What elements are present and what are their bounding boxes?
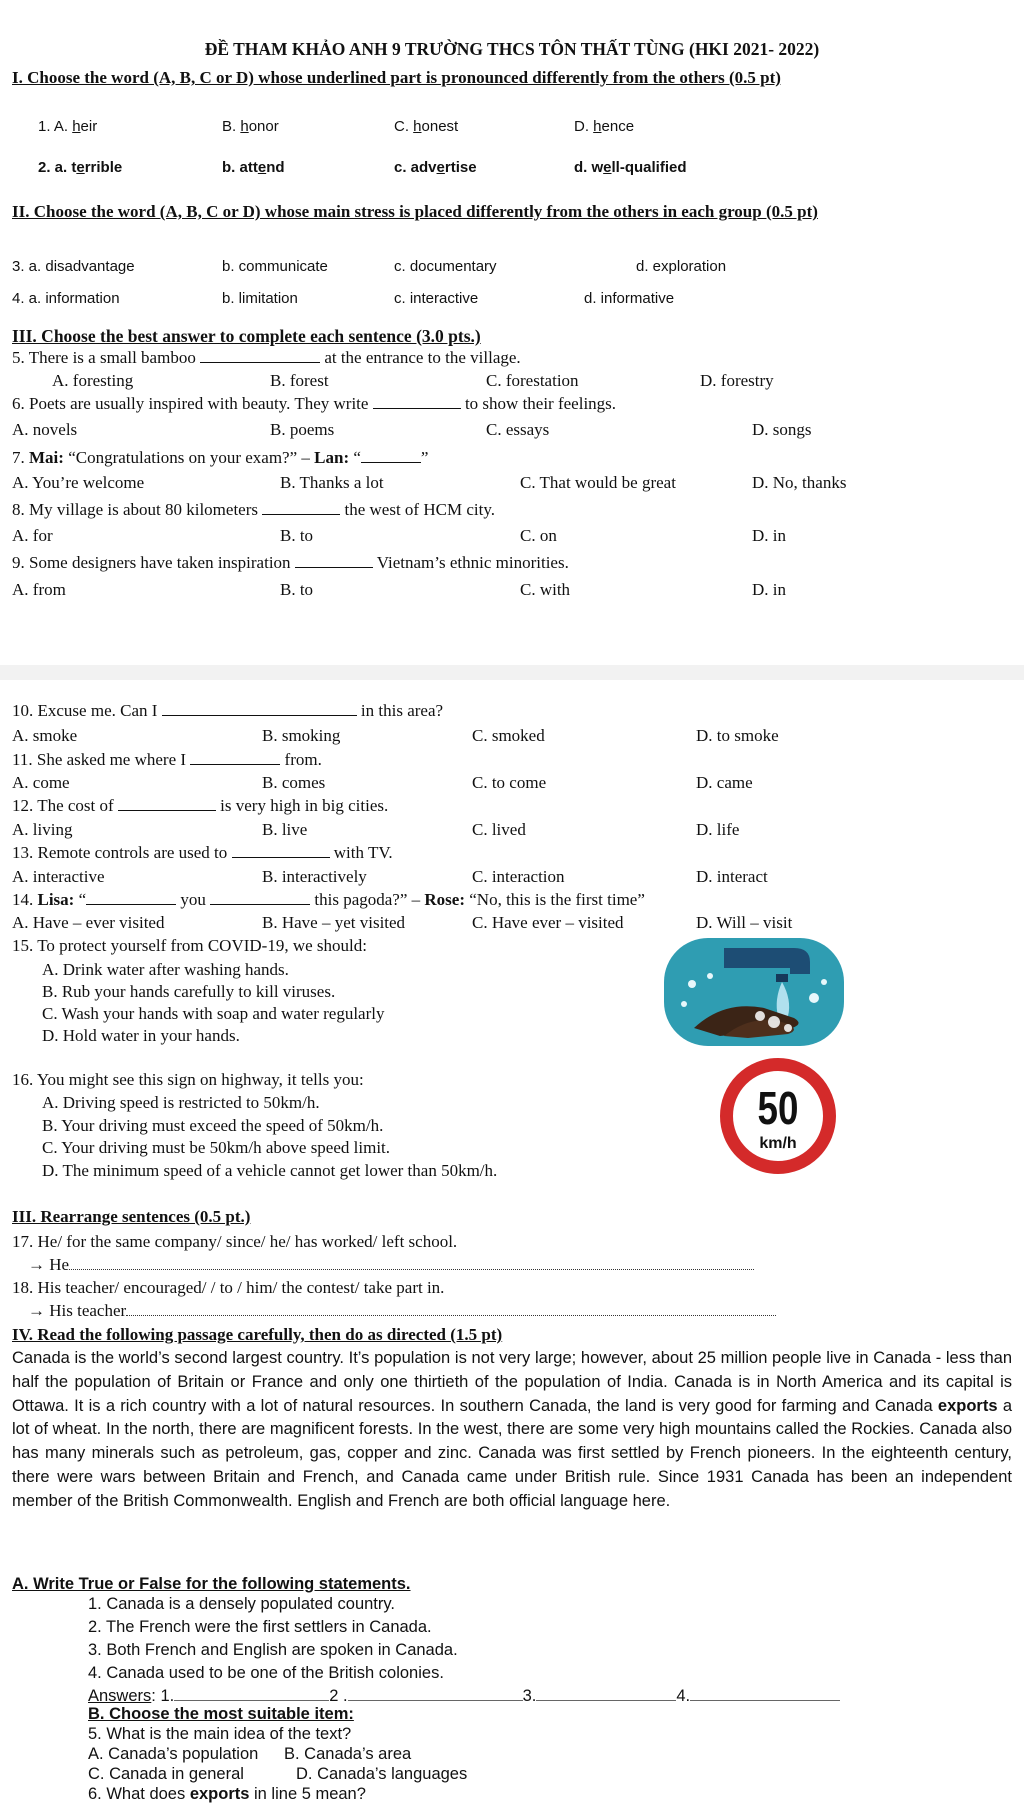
q12-option-a: A. living: [12, 820, 73, 839]
q9-option-a: A. from: [12, 580, 66, 599]
q13-option-a: A. interactive: [12, 867, 105, 886]
section3-heading: III. Choose the best answer to complete each sentence (3.0 pts.): [12, 326, 481, 346]
q11-option-c: C. to come: [472, 773, 547, 792]
q8-stem: 8. My village is about 80 kilometers the west of HCM city.: [12, 500, 495, 519]
partB-q5: 5. What is the main idea of the text?: [88, 1725, 352, 1743]
q13-option-b: B. interactively: [262, 867, 367, 886]
q16-option-d: D. The minimum speed of a vehicle cannot get lower than 50km/h.: [42, 1161, 498, 1180]
q10-option-d: D. to smoke: [696, 726, 779, 745]
q9-option-d: D. in: [752, 580, 786, 599]
q11-option-d: D. came: [696, 773, 753, 792]
q12-option-d: D. life: [696, 820, 740, 839]
section1-heading: I. Choose the word (A, B, C or D) whose underlined part is pronounced differently from the others (0.5 pt): [12, 68, 781, 87]
partB-q5-option-c: C. Canada in general: [88, 1765, 244, 1783]
q12-option-b: B. live: [262, 820, 308, 839]
partB-q5-option-d: D. Canada’s languages: [296, 1765, 468, 1783]
q14-stem: 14. Lisa: “ you this pagoda?” – Rose: “No, this is the first time”: [12, 890, 645, 909]
q1-option-d: D. hence: [574, 118, 635, 135]
partA-item-4: 4. Canada used to be one of the British colonies.: [88, 1664, 444, 1682]
q5-option-a: A. foresting: [52, 371, 134, 390]
q6-option-c: C. essays: [486, 420, 550, 439]
q3-option-d: d. exploration: [636, 258, 727, 275]
q6-stem: 6. Poets are usually inspired with beauty. They write to show their feelings.: [12, 394, 617, 413]
reading-passage: Canada is the world’s second largest country. It’s population is not very large; however, about 25 million people live in Canada - less than half the population of Britain or France and only one thirtieth of the population of India. Canada is in North America and its capital is Ottawa. It is a rich country with a lot of natural resources. In southern Canada, the land is very good for farming and Canada exports a lot of wheat. In the north, there are magnificent forests. In the west, there are some very high mountains called the Rockies. Canada also has many minerals such as petroleum, gas, copper and zinc. Canada was first settled by French pioneers. In the eighteenth century, there were wars between Britain and French, and Canada came under British rule. Since 1931 Canada has been an independent member of the British Commonwealth. English and French are both official language here.: [12, 1349, 1013, 1510]
speed-limit-unit: km/h: [759, 1135, 797, 1152]
q1-option-c: C. honest: [394, 118, 459, 135]
q16-option-a: A. Driving speed is restricted to 50km/h.: [42, 1093, 320, 1112]
q15-option-a: A. Drink water after washing hands.: [42, 960, 289, 979]
speed-limit-sign: [720, 1058, 836, 1174]
partA-item-3: 3. Both French and English are spoken in Canada.: [88, 1641, 458, 1659]
q9-option-c: C. with: [520, 580, 571, 599]
q13-option-c: C. interaction: [472, 867, 565, 886]
q11-option-b: B. comes: [262, 773, 326, 792]
q7-option-b: B. Thanks a lot: [280, 473, 384, 492]
q14-option-c: C. Have ever – visited: [472, 913, 624, 932]
q4-option-d: d. informative: [584, 290, 675, 307]
q18-answer-line[interactable]: → His teacher: [28, 1301, 776, 1321]
q1-option-b: B. honor: [222, 118, 279, 135]
q16-option-c: C. Your driving must be 50km/h above speed limit.: [42, 1138, 391, 1157]
q17-answer-line[interactable]: → He: [28, 1255, 754, 1275]
q7-stem: 7. Mai: “Congratulations on your exam?” – Lan: “ ”: [12, 448, 429, 467]
q9-stem: 9. Some designers have taken inspiration Vietnam’s ethnic minorities.: [12, 553, 569, 572]
q17-stem: 17. He/ for the same company/ since/ he/ has worked/ left school.: [12, 1232, 458, 1251]
q5-option-b: B. forest: [270, 371, 329, 390]
partA-heading: A. Write True or False for the following statements.: [12, 1575, 411, 1593]
q10-option-b: B. smoking: [262, 726, 341, 745]
q14-option-b: B. Have – yet visited: [262, 913, 406, 932]
q8-option-b: B. to: [280, 526, 314, 545]
q16-stem: 16. You might see this sign on highway, it tells you:: [12, 1070, 364, 1089]
q18-stem: 18. His teacher/ encouraged/ / to / him/ the contest/ take part in.: [12, 1278, 445, 1297]
rearrange-heading: III. Rearrange sentences (0.5 pt.): [12, 1207, 251, 1226]
section2-heading: II. Choose the word (A, B, C or D) whose main stress is placed differently from the others in each group (0.5 pt): [12, 202, 818, 221]
q13-option-d: D. interact: [696, 867, 768, 886]
partB-q6: 6. What does exports in line 5 mean?: [88, 1785, 366, 1803]
q12-stem: 12. The cost of is very high in big cities.: [12, 796, 389, 815]
q15-option-c: C. Wash your hands with soap and water regularly: [42, 1004, 385, 1023]
q8-option-a: A. for: [12, 526, 53, 545]
q2-option-b: b. attend: [222, 159, 285, 176]
q6-option-d: D. songs: [752, 420, 812, 439]
partB-heading: B. Choose the most suitable item:: [88, 1705, 354, 1723]
q8-option-d: D. in: [752, 526, 786, 545]
q5-stem: 5. There is a small bamboo at the entrance to the village.: [12, 348, 521, 367]
partA-item-1: 1. Canada is a densely populated country.: [88, 1595, 395, 1613]
q10-option-c: C. smoked: [472, 726, 545, 745]
q4-option-a: 4. a. information: [12, 290, 120, 307]
q10-stem: 10. Excuse me. Can I in this area?: [12, 701, 444, 720]
answers-row: Answers: 1. 2 . 3. 4.: [88, 1687, 840, 1706]
partA-item-2: 2. The French were the first settlers in Canada.: [88, 1618, 432, 1636]
q2-option-a: 2. a. terrible: [38, 159, 123, 176]
section4-heading: IV. Read the following passage carefully, then do as directed (1.5 pt): [12, 1325, 503, 1344]
page-two: [0, 680, 1024, 1806]
q15-option-b: B. Rub your hands carefully to kill viruses.: [42, 982, 336, 1001]
q8-option-c: C. on: [520, 526, 557, 545]
q14-option-d: D. Will – visit: [696, 913, 793, 932]
partB-q5-option-a: A. Canada’s population: [88, 1745, 259, 1763]
partB-q5-option-b: B. Canada’s area: [284, 1745, 412, 1763]
q15-option-d: D. Hold water in your hands.: [42, 1026, 240, 1045]
q14-option-a: A. Have – ever visited: [12, 913, 165, 932]
handwashing-illustration: [664, 938, 844, 1046]
q16-option-b: B. Your driving must exceed the speed of 50km/h.: [42, 1116, 384, 1135]
q6-option-a: A. novels: [12, 420, 78, 439]
q3-option-a: 3. a. disadvantage: [12, 258, 135, 275]
q2-option-c: c. advertise: [394, 159, 477, 176]
q4-option-b: b. limitation: [222, 290, 298, 307]
q7-option-c: C. That would be great: [520, 473, 676, 492]
speed-limit-number: 50: [757, 1082, 799, 1134]
q5-option-c: C. forestation: [486, 371, 579, 390]
q7-option-a: A. You’re welcome: [12, 473, 145, 492]
q9-option-b: B. to: [280, 580, 314, 599]
page-title: ĐỀ THAM KHẢO ANH 9 TRƯỜNG THCS TÔN THẤT TÙNG (HKI 2021- 2022): [204, 39, 820, 59]
q5-option-d: D. forestry: [700, 371, 774, 390]
page-one: [0, 0, 1024, 665]
q13-stem: 13. Remote controls are used to with TV.: [12, 843, 393, 862]
q11-option-a: A. come: [12, 773, 70, 792]
q7-option-d: D. No, thanks: [752, 473, 847, 492]
q6-option-b: B. poems: [270, 420, 335, 439]
q1-option-a: 1. A. heir: [38, 118, 98, 135]
q3-option-c: c. documentary: [394, 258, 497, 275]
q4-option-c: c. interactive: [394, 290, 479, 307]
q15-stem: 15. To protect yourself from COVID-19, we should:: [12, 936, 367, 955]
q10-option-a: A. smoke: [12, 726, 78, 745]
q11-stem: 11. She asked me where I from.: [12, 750, 322, 769]
q12-option-c: C. lived: [472, 820, 526, 839]
q2-option-d: d. well-qualified: [574, 159, 687, 176]
q3-option-b: b. communicate: [222, 258, 328, 275]
